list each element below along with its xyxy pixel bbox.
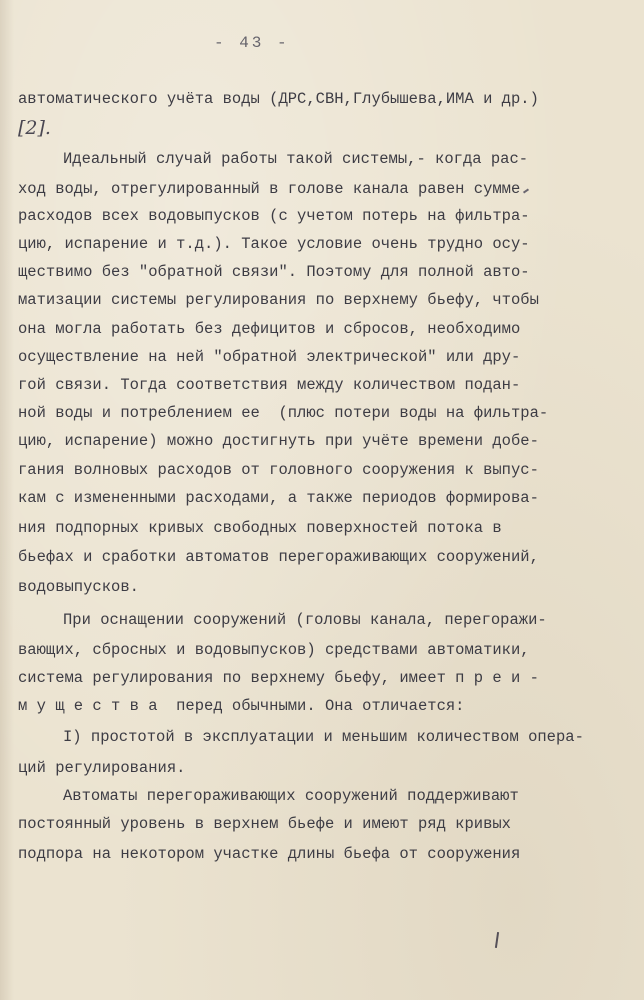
pen-mark (495, 932, 499, 948)
citation-mark: [2]. (18, 117, 51, 139)
text-line: ход воды, отрегулированный в голове канала равен сумме (18, 180, 521, 198)
text-line: I) простотой в эксплуатации и меньшим количеством опера- (63, 728, 584, 746)
text-line: ной воды и потреблением ее (плюс потери воды на фильтра- (18, 404, 549, 422)
page-number: - 43 - (214, 34, 290, 52)
text-line: вающих, сбросных и водовыпусков) средствами автоматики, (18, 641, 530, 659)
text-line: ций регулирования. (18, 759, 186, 777)
text-line: расходов всех водовыпусков (с учетом потерь на фильтра- (18, 207, 530, 225)
text-line: она могла работать без дефицитов и сбросов, необходимо (18, 320, 521, 338)
text-line: автоматического учёта воды (ДРС,СВН,Глубышева,ИМА и др.) (18, 90, 539, 108)
text-line: система регулирования по верхнему бьефу, имеет п р е и - (18, 669, 539, 687)
text-line: Автоматы перегораживающих сооружений поддерживают (63, 787, 519, 805)
text-line: гой связи. Тогда соответствия между количеством подан- (18, 376, 521, 394)
text-line: ния подпорных кривых свободных поверхностей потока в (18, 519, 502, 537)
text-line: ществимо без "обратной связи". Поэтому для полной авто- (18, 263, 530, 281)
text-line: При оснащении сооружений (головы канала, перегоражи- (63, 611, 547, 629)
text-line: кам с измененными расходами, а также периодов формирова- (18, 489, 539, 507)
page-edge-shadow (0, 0, 14, 1000)
text-line: постоянный уровень в верхнем бьефе и имеют ряд кривых (18, 815, 511, 833)
text-line: цию, испарение) можно достигнуть при учёте времени добе- (18, 432, 539, 450)
text-line: гания волновых расходов от головного сооружения к выпус- (18, 461, 539, 479)
text-line: подпора на некотором участке длины бьефа от сооружения (18, 845, 521, 863)
text-line: цию, испарение и т.д.). Такое условие очень трудно осу- (18, 235, 530, 253)
text-line: осуществление на ней "обратной электрической" или дру- (18, 348, 521, 366)
text-line: Идеальный случай работы такой системы,- когда рас- (63, 150, 529, 168)
text-line: м у щ е с т в а перед обычными. Она отличается: (18, 697, 465, 715)
text-line: матизации системы регулирования по верхнему бьефу, чтобы (18, 291, 539, 309)
pen-tick (523, 188, 529, 193)
text-line: водовыпусков. (18, 578, 139, 596)
text-line: бьефах и сработки автоматов перегораживающих сооружений, (18, 548, 539, 566)
